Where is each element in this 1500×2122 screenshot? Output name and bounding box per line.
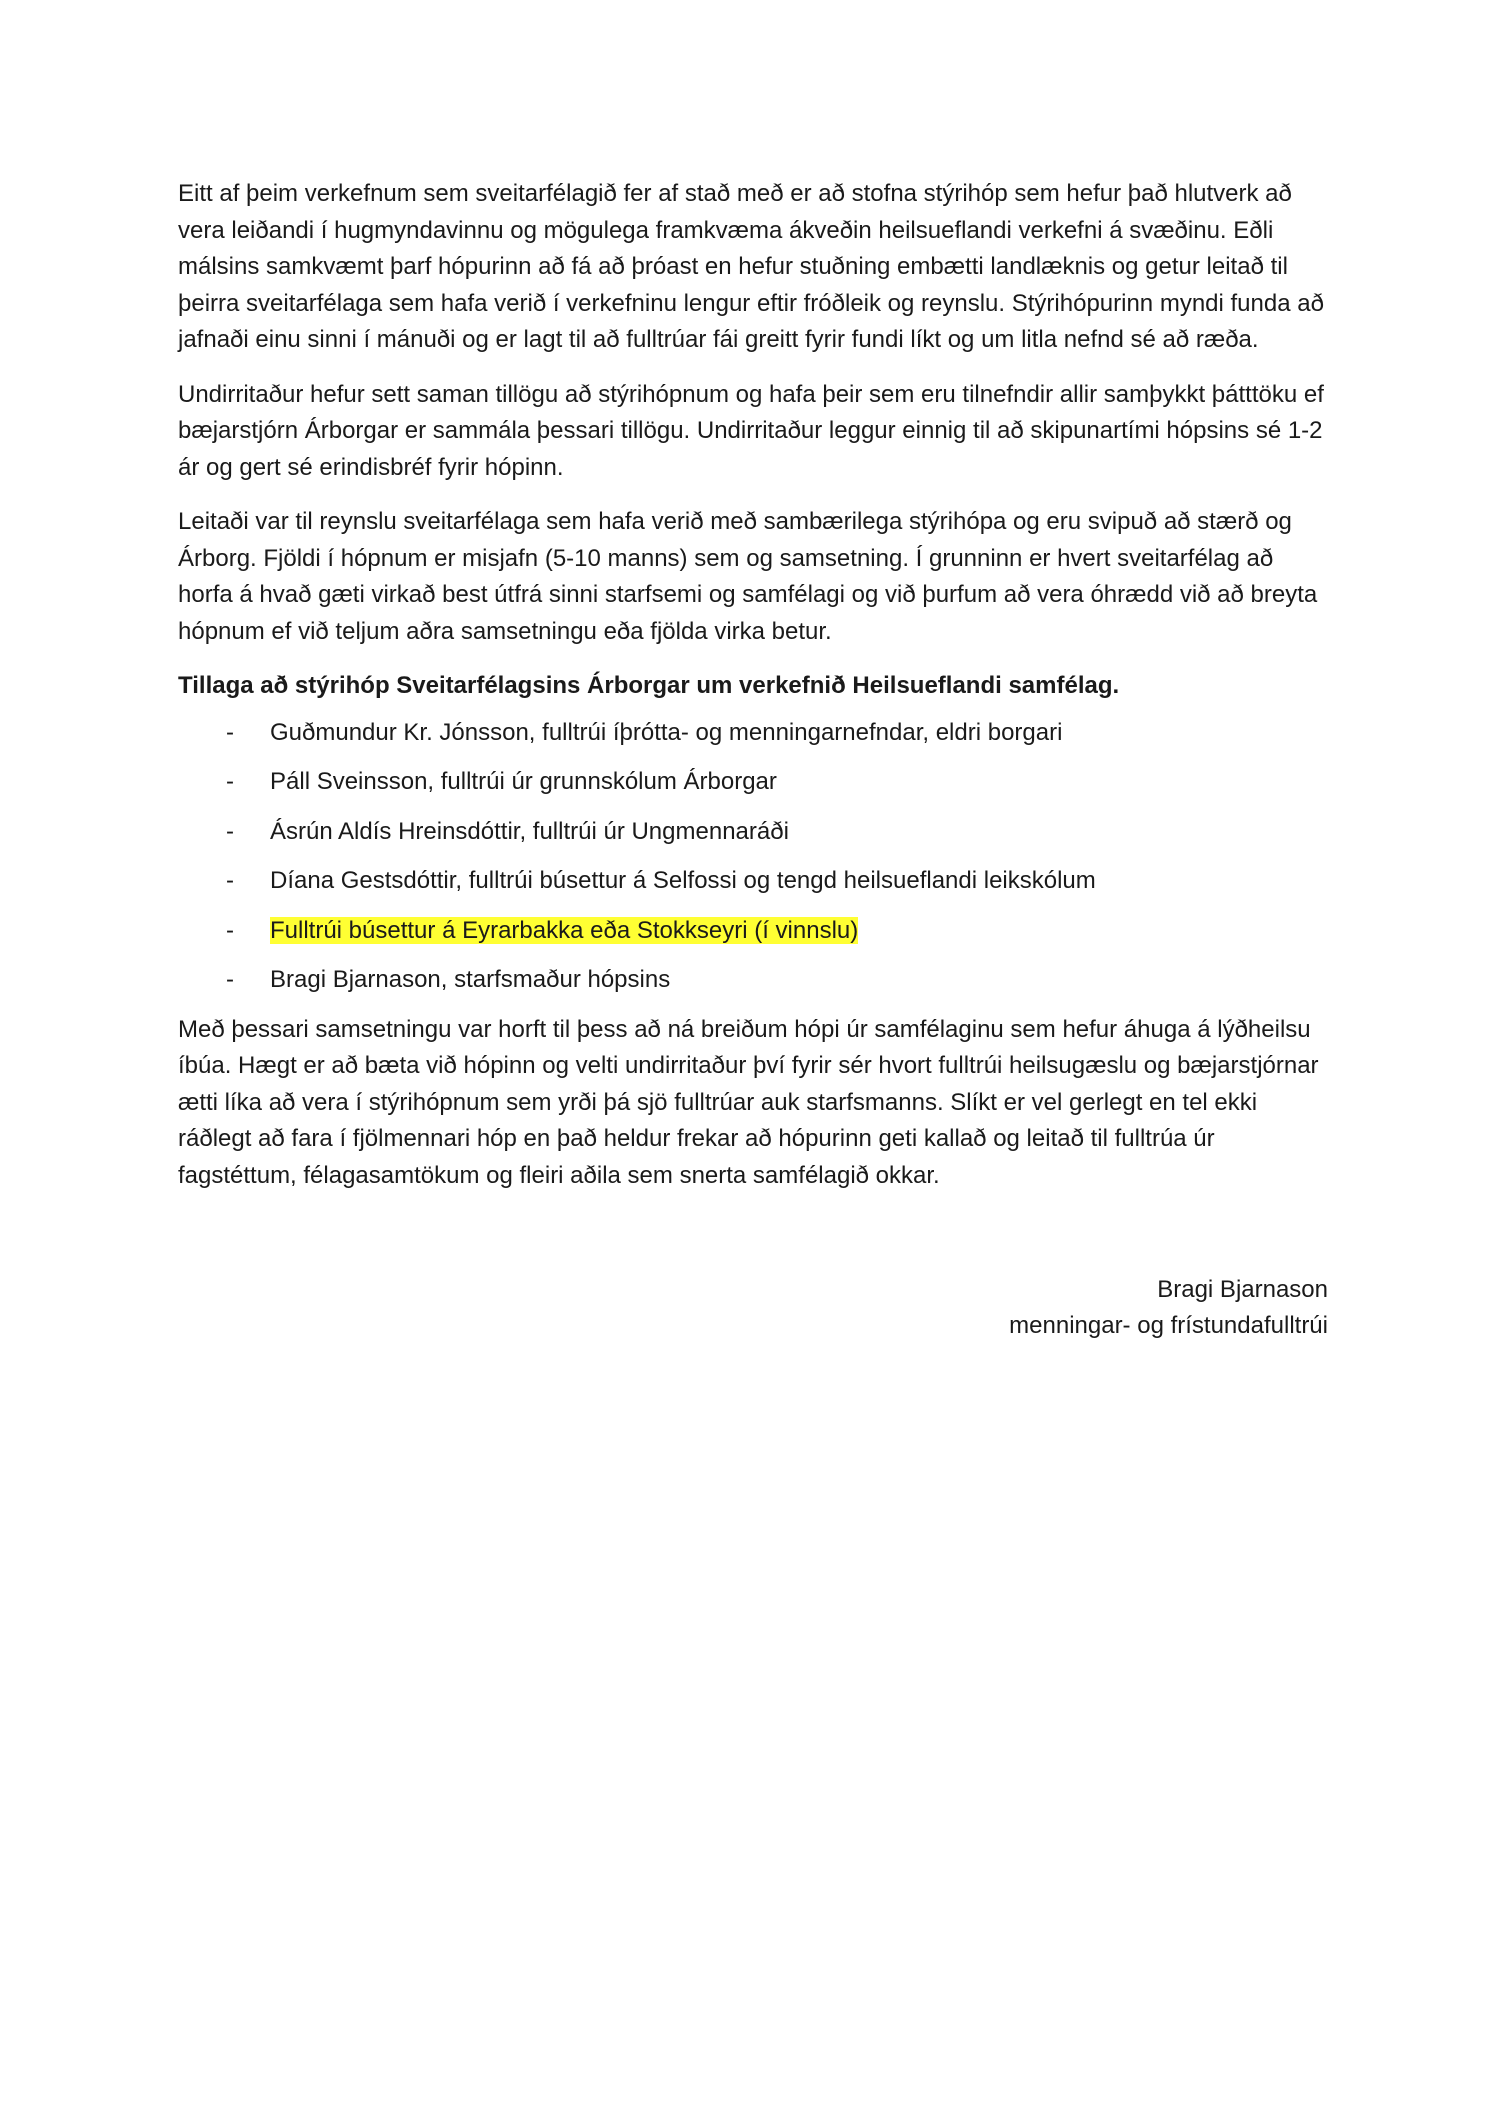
list-dash: - (226, 916, 234, 944)
highlighted-list-item-text: Fulltrúi búsettur á Eyrarbakka eða Stokkseyri (í vinnslu) (270, 916, 859, 944)
list-item-text: Ásrún Aldís Hreinsdóttir, fulltrúi úr Ungmennaráði (270, 817, 789, 845)
list-dash: - (226, 966, 234, 993)
closing-paragraph: Með þessari samsetningu var horft til þess að ná breiðum hópi úr samfélaginu sem hefur áhuga á lýðheilsu íbúa. Hægt er að bæta við hópinn og velti undirritaður því fyrir sér hvort fulltrúi heilsugæslu og bæjarstjórnar ætti líka að vera í stýrihópnum sem yrði þá sjö fulltrúar auk starfsmanns. Slíkt er vel gerlegt en tel ekki ráðlegt að fara í fjölmennari hóp en það heldur frekar að hópurinn geti kallað og leitað til fulltrúa úr fagstéttum, félagasamtökum og fleiri aðila sem snerta samfélagið okkar. (178, 1015, 1319, 1189)
list-dash: - (226, 817, 234, 845)
list-item (178, 863, 1328, 900)
list-dash: - (226, 867, 234, 894)
signature-block (178, 1272, 1328, 1344)
list-item (178, 814, 1328, 851)
signature-name: Bragi Bjarnason (1157, 1276, 1328, 1303)
list-item (178, 764, 1328, 801)
list-dash: - (226, 768, 234, 795)
proposal-heading: Tillaga að stýrihóp Sveitarfélagsins Árborgar um verkefnið Heilsueflandi samfélag. (178, 672, 1120, 699)
list-item (178, 962, 1328, 999)
list-item (178, 715, 1328, 752)
committee-member-list (178, 715, 1328, 999)
list-item-text: Bragi Bjarnason, starfsmaður hópsins (270, 966, 671, 993)
list-item-text: Guðmundur Kr. Jónsson, fulltrúi íþrótta- og menningarnefndar, eldri borgari (270, 718, 1063, 746)
list-item-text: Páll Sveinsson, fulltrúi úr grunnskólum Árborgar (270, 768, 777, 795)
list-dash: - (226, 718, 234, 746)
document-page (178, 176, 1328, 1344)
body-paragraph-3: Leitaði var til reynslu sveitarfélaga sem hafa verið með sambærilega stýrihópa og eru svipuð að stærð og Árborg. Fjöldi í hópnum er misjafn (5-10 manns) sem og samsetning. Í grunninn er hvert sveitarfélag að horfa á hvað gæti virkað best útfrá sinni starfsemi og samfélagi og við þurfum að vera óhrædd við að breyta hópnum ef við teljum aðra samsetningu eða fjölda virka betur. (178, 508, 1318, 645)
list-item-text: Díana Gestsdóttir, fulltrúi búsettur á Selfossi og tengd heilsueflandi leikskólum (270, 867, 1096, 894)
body-paragraph-2: Undirritaður hefur sett saman tillögu að stýrihópnum og hafa þeir sem eru tilnefndir allir samþykkt þátttöku ef bæjarstjórn Árborgar er sammála þessari tillögu. Undirritaður leggur einnig til að skipunartími hópsins sé 1-2 ár og gert sé erindisbréf fyrir hópinn. (178, 380, 1324, 481)
list-item-highlighted (178, 913, 1328, 950)
signature-title: menningar- og frístundafulltrúi (1009, 1312, 1328, 1339)
body-paragraph-1: Eitt af þeim verkefnum sem sveitarfélagið fer af stað með er að stofna stýrihóp sem hefur það hlutverk að vera leiðandi í hugmyndavinnu og mögulega framkvæma ákveðin heilsueflandi verkefni á svæðinu. Eðli málsins samkvæmt þarf hópurinn að fá að þróast en hefur stuðning embætti landlæknis og getur leitað til þeirra sveitarfélaga sem hafa verið í verkefninu lengur eftir fróðleik og reynslu. Stýrihópurinn myndi funda að jafnaði einu sinni í mánuði og er lagt til að fulltrúar fái greitt fyrir fundi líkt og um litla nefnd sé að ræða. (178, 180, 1324, 353)
